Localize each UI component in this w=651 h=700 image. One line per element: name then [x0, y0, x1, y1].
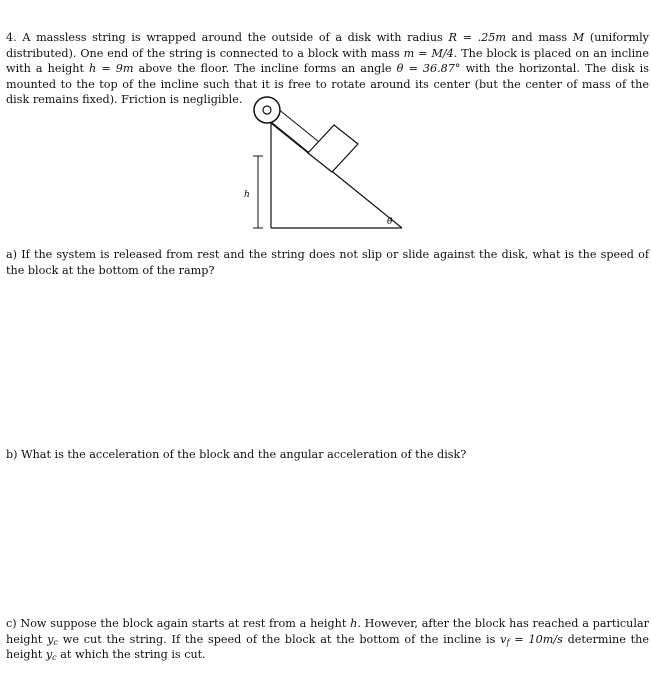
vf-value: 10m/s [528, 632, 563, 646]
part-b-question: b) What is the acceleration of the block and the angular acceleration of the disk? [6, 448, 467, 461]
yc-symbol: $y_c$ [47, 632, 58, 647]
angle-value: 36.87° [422, 62, 461, 76]
radius-value: .25m [477, 31, 506, 44]
vf-symbol: $v_f$ [500, 632, 510, 647]
problem-statement: 4. A massless string is wrapped around the outside of a disk with radius R = .25m and mass M (uniformly distributed). One end of the string is connected to a block with mass m = M/4. The block is placed on an incline with a height h = 9m above the floor. The incline forms an angle θ = 36.87° with the horizontal. The disk is mounted to the top of the incline such that it is free to rotate around its center (but the center of mass of the disk remains fixed). Friction is negligible. [6, 31, 649, 107]
block [308, 125, 358, 172]
incline-pulley-diagram [240, 92, 415, 242]
part-c-question: c) Now suppose the block again starts at rest from a height h. However, after the block has reached a particular height $y_c$ we cut the string. If the speed of the block at the bottom of the incline is $v_f = 10m/s$ determine the height $y_c$ at which the string is cut. [6, 617, 650, 663]
mass-value: M/4 [431, 46, 454, 60]
height-value: 9m [115, 62, 134, 76]
problem-number: 4. [6, 31, 17, 44]
part-a-question: a) If the system is released from rest and the string does not slip or slide against the disk, what is the speed of the block at the bottom of the ramp? [6, 248, 649, 277]
disk-axle [263, 106, 271, 114]
height-label: h [244, 190, 250, 200]
angle-label: θ [387, 217, 393, 227]
yc-symbol: $y_c$ [45, 648, 57, 663]
